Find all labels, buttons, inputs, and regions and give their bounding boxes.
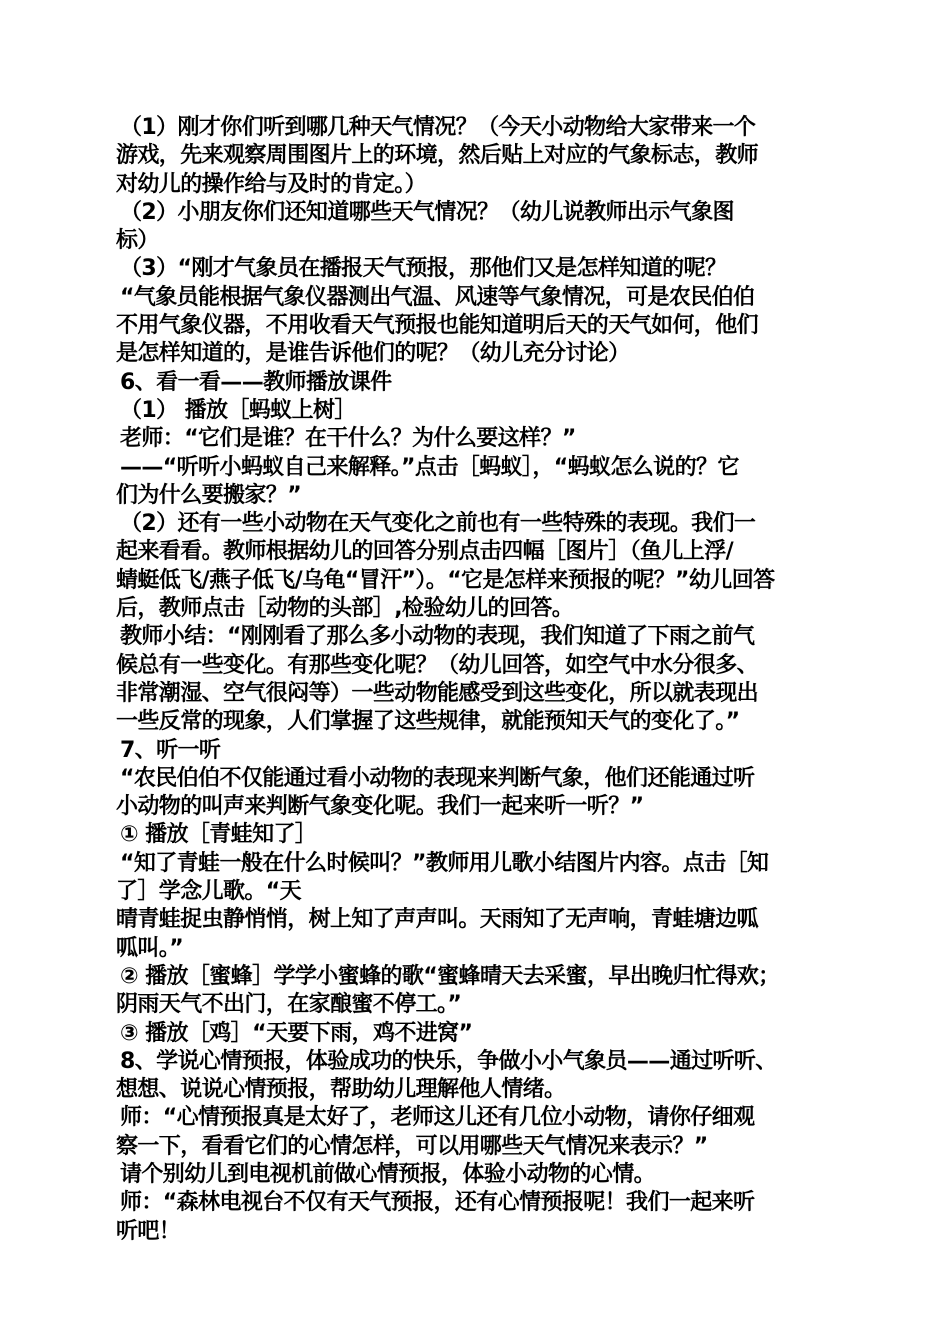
text-line: ③ 播放［鸡］“天要下雨，鸡不进窝”	[120, 1020, 473, 1046]
text-line: 阴雨天气不出门，在家酿蜜不停工。”	[116, 992, 462, 1018]
text-line: 听吧！	[116, 1218, 181, 1244]
text-line: 是怎样知道的，是谁告诉他们的呢？（幼儿充分讨论）	[116, 341, 630, 367]
document-body	[116, 114, 836, 1246]
text-line: 后，教师点击［动物的头部］,检验幼儿的回答。	[116, 596, 574, 622]
text-line: （1） 播放［蚂蚁上树］	[120, 397, 356, 423]
text-line: 师：“森林电视台不仅有天气预报，还有心情预报呢！我们一起来听	[120, 1190, 755, 1216]
text-line: ① 播放［青蛙知了］	[120, 822, 317, 848]
text-line: 标）	[116, 228, 159, 254]
text-line: （1）刚才你们听到哪几种天气情况？（今天小动物给大家带来一个	[120, 115, 756, 140]
text-line: 非常潮湿、空气很闷等）一些动物能感受到这些变化，所以就表现出	[116, 680, 759, 706]
text-line: 呱叫。”	[116, 935, 184, 961]
text-line: 候总有一些变化。有那些变化呢？（幼儿回答，如空气中水分很多、	[116, 652, 759, 678]
text-line: 教师小结：“刚刚看了那么多小动物的表现，我们知道了下雨之前气	[120, 624, 755, 650]
text-line: 老师：“它们是谁？在干什么？为什么要这样？”	[120, 426, 576, 452]
text-line: 想想、说说心情预报，帮助幼儿理解他人情绪。	[116, 1077, 566, 1103]
text-line: “气象员能根据气象仪器测出气温、风速等气象情况，可是农民伯伯	[120, 284, 755, 310]
text-line: 晴青蛙捉虫静悄悄，树上知了声声叫。天雨知了无声响，青蛙塘边呱	[116, 907, 759, 933]
section-heading: 8、学说心情预报，体验成功的快乐，争做小小气象员——通过听听、	[120, 1048, 777, 1074]
text-line: 师：“心情预报真是太好了，老师这儿还有几位小动物，请你仔细观	[120, 1105, 755, 1131]
text-line: 了］学念儿歌。“天	[116, 879, 302, 905]
section-heading: 6、看一看——教师播放课件	[120, 369, 392, 395]
text-line: ——“听听小蚂蚁自己来解释。”点击［蚂蚁］，“蚂蚁怎么说的？它	[120, 454, 739, 480]
text-line: “知了青蛙一般在什么时候叫？”教师用儿歌小结图片内容。点击［知	[120, 850, 769, 876]
section-heading: 7、听一听	[120, 737, 221, 763]
text-line: 起来看看。教师根据幼儿的回答分别点击四幅［图片］（鱼儿上浮/	[116, 539, 734, 565]
text-line: “农民伯伯不仅能通过看小动物的表现来判断气象，他们还能通过听	[120, 765, 755, 791]
text-line: 请个别幼儿到电视机前做心情预报，体验小动物的心情。	[120, 1161, 656, 1187]
text-line: 蜻蜓低飞/燕子低飞/乌龟“冒汗”）。“它是怎样来预报的呢？”幼儿回答	[116, 567, 775, 593]
text-line: 不用气象仪器，不用收看天气预报也能知道明后天的天气如何，他们	[116, 313, 759, 339]
text-line: 游戏，先来观察周围图片上的环境，然后贴上对应的气象标志，教师	[116, 143, 759, 169]
text-line: 小动物的叫声来判断气象变化呢。我们一起来听一听？”	[116, 794, 644, 820]
text-line: 一些反常的现象，人们掌握了这些规律，就能预知天气的变化了。”	[116, 709, 740, 735]
text-line: 察一下，看看它们的心情怎样，可以用哪些天气情况来表示？”	[116, 1133, 708, 1159]
text-line: ② 播放［蜜蜂］学学小蜜蜂的歌“蜜蜂晴天去采蜜，早出晚归忙得欢；	[120, 963, 780, 989]
text-line: （2）小朋友你们还知道哪些天气情况？（幼儿说教师出示气象图	[120, 199, 734, 225]
text-line: （3）“刚才气象员在播报天气预报，那他们又是怎样知道的呢？	[120, 256, 727, 282]
text-line: （2）还有一些小动物在天气变化之前也有一些特殊的表现。我们一	[120, 511, 756, 537]
text-line: 对幼儿的操作给与及时的肯定。）	[116, 171, 427, 197]
text-line: 们为什么要搬家？”	[116, 482, 302, 508]
